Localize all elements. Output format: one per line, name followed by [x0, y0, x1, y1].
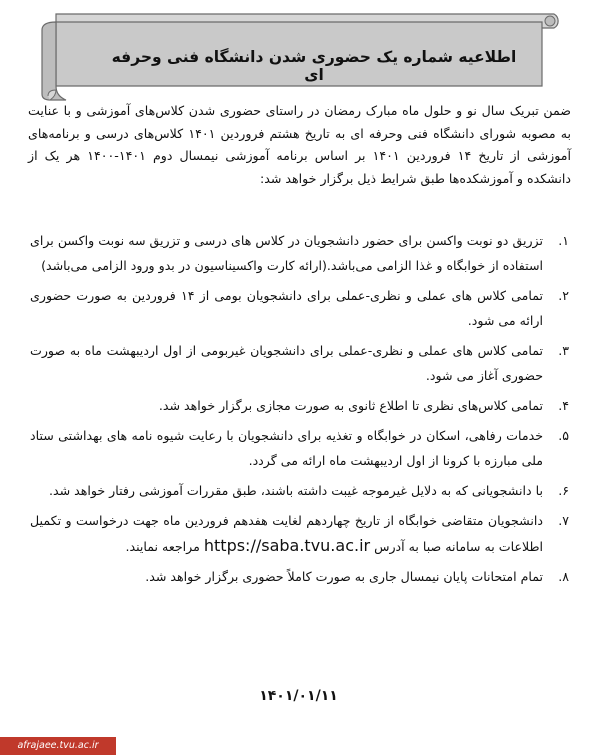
saba-url-link[interactable]: https://saba.tvu.ac.ir: [203, 536, 371, 555]
item-text: مراجعه نمایند.: [125, 539, 204, 554]
announcement-date: ۱۴۰۱/۰۱/۱۱: [259, 688, 338, 704]
item-number: ۸.: [558, 569, 569, 584]
conditions-list: [30, 228, 569, 594]
item-text: تزریق دو نوبت واکسن برای حضور دانشجویان در کلاس های درسی و تزریق سه نوبت واکسن برای استفاده از خوابگاه و غذا الزامی می‌باشد.(ارائه کارت واکسیناسیون در بدو ورود الزامی می‌باشد): [30, 233, 543, 273]
list-item: [30, 338, 569, 388]
list-item: [30, 508, 569, 559]
list-item: [30, 423, 569, 473]
item-number: ۵.: [558, 428, 569, 443]
item-text: تمام امتحانات پایان نیمسال جاری به صورت کاملاً حضوری برگزار خواهد شد.: [145, 569, 543, 584]
list-item: [30, 564, 569, 589]
item-number: ۷.: [558, 513, 569, 528]
intro-paragraph: ضمن تبریک سال نو و حلول ماه مبارک رمضان در راستای حضوری شدن کلاس‌های آموزشی و با عنایت به مصوبه شورای دانشگاه فنی وحرفه ای به تاریخ هشتم فروردین ۱۴۰۱ کلاس‌های درسی و برنامه‌های آموزشی از تاریخ ۱۴ فروردین ۱۴۰۱ بر اساس برنامه آموزشی نیمسال دوم ۱۴۰۱-۱۴۰۰ هر یک از دانشکده و آموزشکده‌ها طبق شرایط ذیل برگزار خواهد شد:: [28, 103, 572, 186]
item-text: تمامی کلاس های عملی و نظری-عملی برای دانشجویان بومی از ۱۴ فروردین به صورت حضوری ارائه می شود.: [30, 288, 544, 328]
item-text: با دانشجویانی که به دلایل غیرموجه غیبت داشته باشند، طبق مقررات آموزشی رفتار خواهد شد.: [48, 483, 543, 498]
list-item: [30, 478, 569, 503]
list-item: [30, 283, 569, 333]
list-item: [30, 228, 569, 278]
announcement-title: اطلاعیه شماره یک حضوری شدن دانشگاه فنی وحرفه ای: [111, 48, 517, 84]
item-number: ۴.: [558, 398, 569, 413]
item-number: ۳.: [558, 343, 569, 358]
item-number: ۶.: [558, 483, 569, 498]
item-number: ۱.: [558, 233, 569, 248]
item-text: تمامی کلاس‌های نظری تا اطلاع ثانوی به صورت مجازی برگزار خواهد شد.: [158, 398, 543, 413]
item-text: دانشجویان متقاضی خوابگاه از تاریخ چهاردهم لغایت هفدهم فروردین ماه جهت درخواست و تکمیل اطلاعات به سامانه صبا به آدرس: [30, 513, 543, 554]
item-text: خدمات رفاهی، اسکان در خوابگاه و تغذیه برای دانشجویان با رعایت شیوه نامه های بهداشتی ستاد ملی مبارزه با کرونا از اول اردیبهشت ماه ارائه می گردد.: [30, 428, 543, 468]
site-watermark: afrajaee.tvu.ac.ir: [0, 737, 116, 755]
item-number: ۲.: [558, 288, 569, 303]
item-text: تمامی کلاس های عملی و نظری-عملی برای دانشجویان غیربومی از اول اردیبهشت ماه به صورت حضوری آغاز می شود.: [30, 343, 543, 383]
list-item: [30, 393, 569, 418]
title-banner: [34, 8, 564, 102]
